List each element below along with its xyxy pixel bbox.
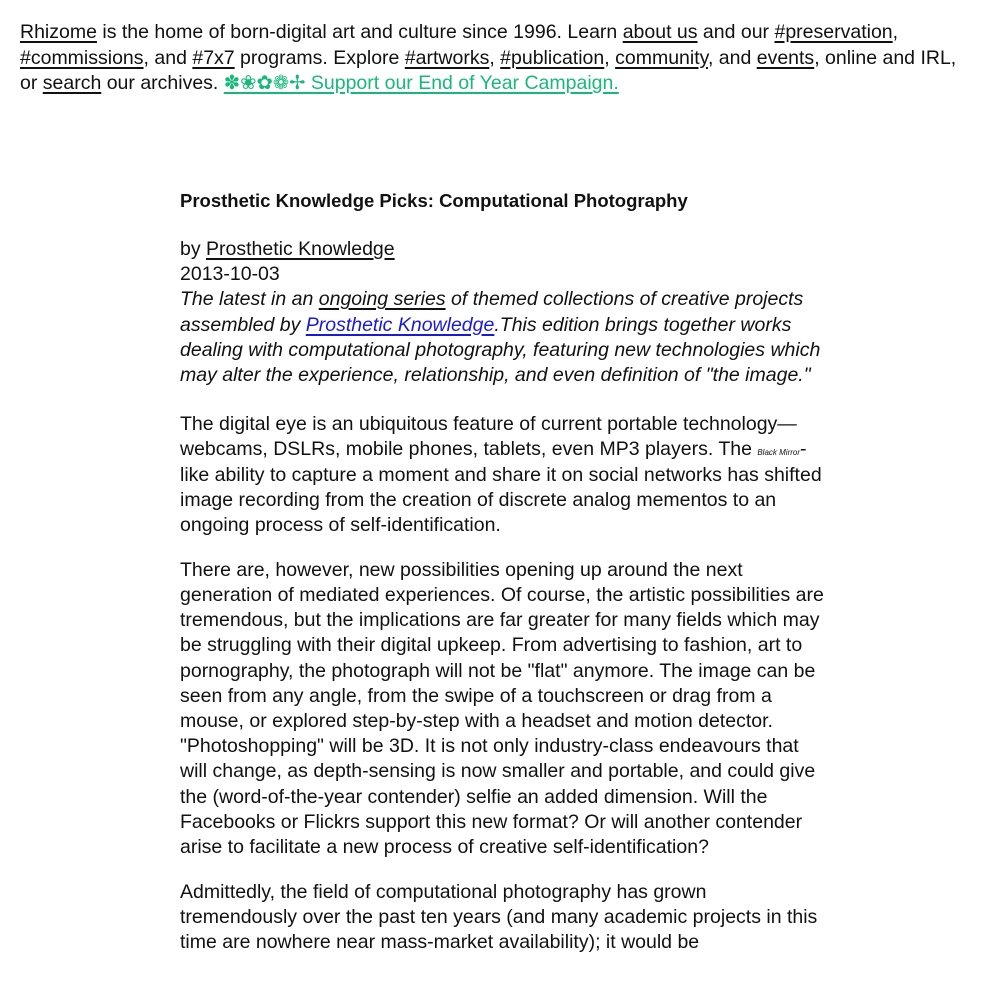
events-link[interactable]: events [756,46,815,69]
byline [180,237,825,262]
lede-text: .This edition brings together works dealing with computational photography, featuring new technologies which may alter the experience, relationship, and even definition of "the image." [180,313,821,387]
by-label: by [180,238,207,260]
article-lede [180,287,825,388]
intro-text: is the home of born-digital art and culture since 1996. Learn [96,21,623,43]
lede-text: The latest in an [180,288,319,311]
intro-text: and our [697,21,775,43]
lede-author-link[interactable]: Prosthetic Knowledge [305,313,495,336]
intro-text: , and [143,46,193,69]
article-title: Prosthetic Knowledge Picks: Computational Photography [180,190,688,211]
7x7-link[interactable]: #7x7 [192,46,235,69]
publish-date: 2013-10-03 [180,263,280,286]
paragraph-3: Admittedly, the field of computational photography has grown tremendously over the past ten years (and many academic projects in this time are nowhere near mass-market availability); it would be [180,880,818,954]
about-us-link[interactable]: about us [622,21,698,43]
paragraph-text: -like ability to capture a moment and share it on social networks has shifted image recording from the creation of discrete analog mementos to an ongoing process of self-identification. [180,438,822,537]
intro-text: , [604,46,616,69]
publication-link[interactable]: #publication [500,46,605,69]
lede-text: of themed collections of creative projects assembled by [180,288,804,336]
article [180,188,825,975]
article-body [180,412,825,955]
intro-text: , online and IRL, or [20,46,957,94]
intro-text: our archives. [101,72,224,94]
author-link[interactable]: Prosthetic Knowledge [206,238,395,260]
paragraph-2: There are, however, new possibilities opening up around the next generation of mediated experiences. Of course, the artistic possibilities are tremendous, but the implications are far greater for many fields which may be struggling with their digital upkeep. From advertising to fashion, art to pornography, the photograph will not be "flat" anymore. The image can be seen from any angle, from the swipe of a touchscreen or drag from a mouse, or explored step-by-step with a headset and motion detector. "Photoshopping" will be 3D. It is not only industry-class endeavours that will change, as depth-sensing is now smaller and portable, and could give the (word-of-the-year contender) selfie an added dimension. Will the Facebooks or Flickrs support this new format? Or will another contender arise to facilitate a new process of creative self-identification? [180,558,824,858]
ongoing-series-link[interactable]: ongoing series [318,288,446,311]
intro-text: , and [707,46,757,69]
paragraph-text: The digital eye is an ubiquitous feature of current portable technology—webcams, DSLRs, mobile phones, tablets, even MP3 players. The [180,413,797,461]
rhizome-link[interactable]: Rhizome [20,21,97,43]
search-link[interactable]: search [42,72,102,94]
community-link[interactable]: community [615,46,708,69]
commissions-link[interactable]: #commissions [20,46,144,69]
site-intro [20,20,970,97]
intro-text: programs. Explore [234,46,405,69]
artworks-link[interactable]: #artworks [404,46,490,69]
intro-text: , [489,46,501,69]
preservation-link[interactable]: #preservation [774,21,893,43]
black-mirror-tiny-text: Black Mirror [757,448,801,458]
support-campaign-link[interactable]: ✽❀✿❁✢ Support our End of Year Campaign. [223,72,619,94]
paragraph-1 [180,412,825,538]
intro-text: , [892,21,899,43]
